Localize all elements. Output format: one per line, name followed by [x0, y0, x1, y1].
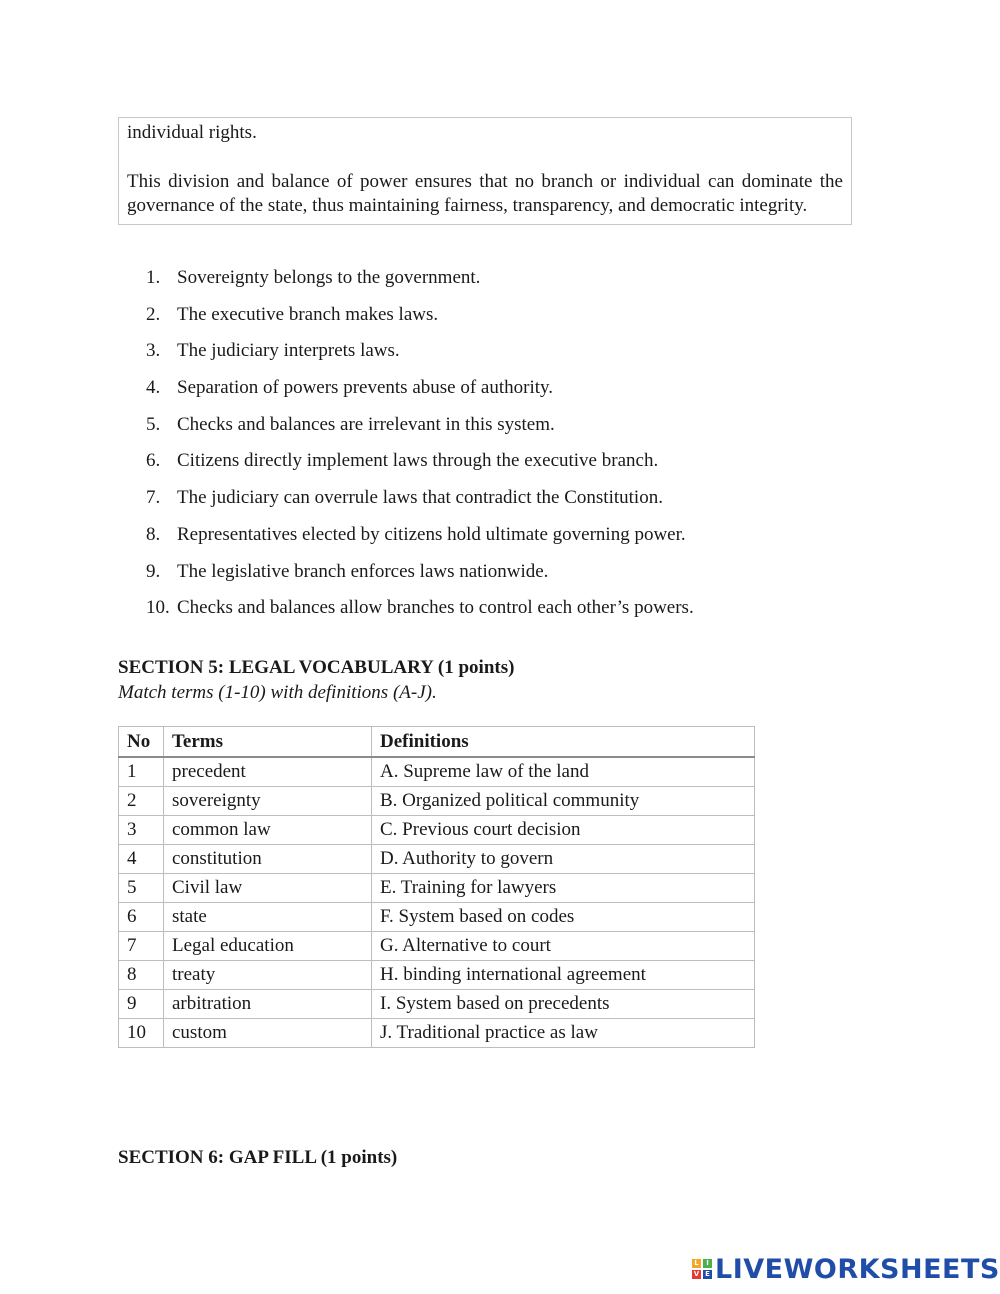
statement-number: 8. [146, 523, 161, 545]
cell-no: 10 [119, 1019, 164, 1048]
statement-number: 3. [146, 340, 161, 362]
cell-term: Legal education [164, 932, 372, 961]
cell-definition: F. System based on codes [372, 903, 755, 932]
cell-term: state [164, 903, 372, 932]
passage-paragraph: This division and balance of power ensures that no branch or individual can dominate the governance of the state, thus maintaining fairness, transparency, and democratic integrity. [127, 171, 843, 216]
column-header-no: No [119, 727, 164, 758]
statement-text: Checks and balances allow branches to control each other’s powers. [177, 597, 694, 619]
table-row [119, 903, 755, 932]
statement-number: 10. [146, 597, 170, 619]
cell-no: 2 [119, 787, 164, 816]
cell-definition: A. Supreme law of the land [372, 757, 755, 787]
statement-text: The judiciary can overrule laws that contradict the Constitution. [177, 487, 663, 509]
cell-no: 7 [119, 932, 164, 961]
cell-definition: B. Organized political community [372, 787, 755, 816]
statement-text: Representatives elected by citizens hold ultimate governing power. [177, 523, 686, 545]
statement-number: 5. [146, 413, 161, 435]
cell-term: arbitration [164, 990, 372, 1019]
statement-text: The executive branch makes laws. [177, 303, 439, 325]
cell-term: treaty [164, 961, 372, 990]
cell-term: sovereignty [164, 787, 372, 816]
statement-text: Sovereignty belongs to the government. [177, 267, 481, 288]
section-6-title: SECTION 6: GAP FILL (1 points) [118, 1147, 398, 1168]
cell-definition: G. Alternative to court [372, 932, 755, 961]
cell-no: 5 [119, 874, 164, 903]
table-row [119, 874, 755, 903]
cell-definition: C. Previous court decision [372, 816, 755, 845]
cell-definition: E. Training for lawyers [372, 874, 755, 903]
statement-text: The legislative branch enforces laws nationwide. [177, 560, 549, 582]
table-row [119, 990, 755, 1019]
cell-definition: I. System based on precedents [372, 990, 755, 1019]
table-row [119, 961, 755, 990]
vocabulary-table [118, 726, 755, 1048]
table-row [119, 757, 755, 787]
table-row [119, 816, 755, 845]
statement-number: 6. [146, 450, 161, 472]
table-row [119, 787, 755, 816]
cell-definition: H. binding international agreement [372, 961, 755, 990]
cell-no: 9 [119, 990, 164, 1019]
table-row [119, 845, 755, 874]
statement-text: Separation of powers prevents abuse of authority. [177, 377, 554, 399]
statement-text: Checks and balances are irrelevant in this system. [177, 413, 555, 435]
column-header-terms: Terms [164, 727, 372, 758]
statement-number: 7. [146, 487, 161, 509]
cell-no: 6 [119, 903, 164, 932]
table-row [119, 932, 755, 961]
statement-text: Citizens directly implement laws through the executive branch. [177, 450, 659, 472]
logo-tile: L [692, 1259, 701, 1268]
cell-term: custom [164, 1019, 372, 1048]
cell-definition: D. Authority to govern [372, 845, 755, 874]
cell-term: common law [164, 816, 372, 845]
liveworksheets-logo-icon [692, 1259, 712, 1279]
statement-text: The judiciary interprets laws. [177, 340, 400, 362]
table-header-row [119, 727, 755, 758]
section-5-title: SECTION 5: LEGAL VOCABULARY (1 points) [118, 657, 515, 678]
statement-number: 1. [146, 267, 161, 288]
cell-no: 4 [119, 845, 164, 874]
cell-definition: J. Traditional practice as law [372, 1019, 755, 1048]
liveworksheets-watermark [692, 1251, 1000, 1287]
cell-term: constitution [164, 845, 372, 874]
cell-term: precedent [164, 757, 372, 787]
statement-number: 4. [146, 377, 161, 399]
logo-tile: I [703, 1259, 712, 1268]
statement-number: 9. [146, 560, 161, 582]
liveworksheets-brand: LIVEWORKSHEETS [715, 1253, 1000, 1285]
logo-tile: E [703, 1270, 712, 1279]
statement-number: 2. [146, 303, 161, 325]
table-row [119, 1019, 755, 1048]
reading-passage-box [118, 117, 852, 225]
cell-term: Civil law [164, 874, 372, 903]
logo-tile: V [693, 1270, 700, 1278]
column-header-definitions: Definitions [372, 727, 755, 758]
cell-no: 8 [119, 961, 164, 990]
passage-line: individual rights. [127, 122, 257, 143]
cell-no: 1 [119, 757, 164, 787]
cell-no: 3 [119, 816, 164, 845]
section-5-instructions: Match terms (1-10) with definitions (A-J). [118, 682, 437, 703]
